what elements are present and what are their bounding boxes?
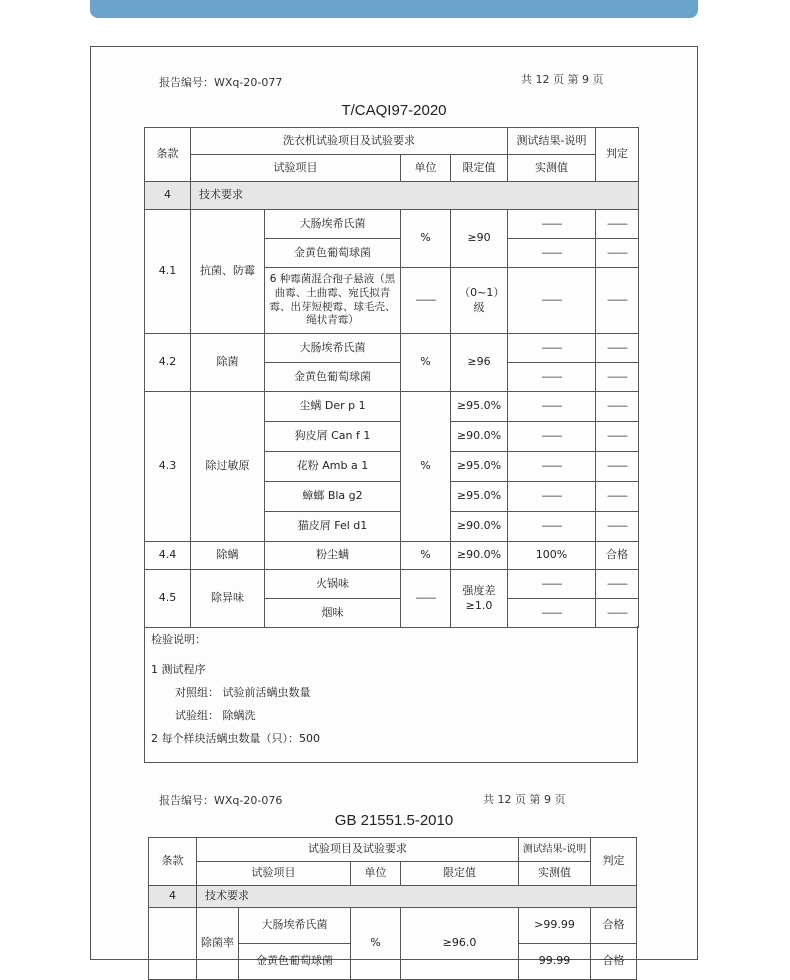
hdr-limit: 限定值 — [401, 862, 519, 886]
judge-dash: —— — [596, 570, 639, 599]
clause-4-1: 4.1 — [145, 210, 191, 334]
result-dash: —— — [508, 599, 596, 628]
item-amb-a1: 花粉 Amb a 1 — [265, 452, 401, 482]
unit-4-4: % — [401, 542, 451, 570]
limit-mold: （0~1）级 — [451, 268, 508, 334]
result-dash: —— — [508, 268, 596, 334]
hdr-clause: 条款 — [149, 838, 197, 886]
clause-4-3: 4.3 — [145, 392, 191, 542]
hdr-group: 试验项目及试验要求 — [197, 838, 519, 862]
report-page — [90, 46, 698, 968]
item-hotpot-odor: 火锅味 — [265, 570, 401, 599]
report2-standard: GB 21551.5-2010 — [334, 812, 454, 829]
result-dash: —— — [508, 452, 596, 482]
hdr-result-group: 测试结果-说明 — [519, 838, 591, 862]
judge-dash: —— — [596, 482, 639, 512]
clause-4-2: 4.2 — [145, 334, 191, 392]
limit-4-4: ≥90.0% — [451, 542, 508, 570]
unit-mold: —— — [401, 268, 451, 334]
clause-4-4: 4.4 — [145, 542, 191, 570]
clause-empty — [149, 908, 197, 980]
judge-dash: —— — [596, 512, 639, 542]
notes-title: 检验说明： — [151, 633, 206, 646]
limit-4-5: 强度差≥1.0 — [451, 570, 508, 628]
judge-dash: —— — [596, 363, 639, 392]
hdr-judge: 判定 — [591, 838, 637, 886]
limit-can-f1: ≥90.0% — [451, 422, 508, 452]
judge-dash: —— — [596, 268, 639, 334]
report1-table — [144, 127, 639, 628]
section-name: 技术要求 — [197, 886, 637, 908]
item-ecoli: 大肠埃希氏菌 — [265, 210, 401, 239]
section-no: 4 — [149, 886, 197, 908]
limit-der-p1: ≥95.0% — [451, 392, 508, 422]
report1-standard: T/CAQI97-2020 — [341, 102, 447, 119]
clause-name: 除菌率 — [197, 908, 239, 980]
hdr-judge: 判定 — [596, 128, 639, 182]
limit-4-2: ≥96 — [451, 334, 508, 392]
result-dash: —— — [508, 334, 596, 363]
report1-number: 报告编号：WXq-20-077 — [159, 76, 283, 89]
result-dash: —— — [508, 239, 596, 268]
result-4-4: 100% — [508, 542, 596, 570]
clause-4-1-name: 抗菌、防霉 — [191, 210, 265, 334]
report2-number: 报告编号：WXq-20-076 — [159, 794, 283, 807]
unit-4-1: % — [401, 210, 451, 268]
hdr-unit: 单位 — [351, 862, 401, 886]
result-staph: 99.99 — [519, 944, 591, 980]
judge-dash: —— — [596, 239, 639, 268]
clause-4-5-name: 除异味 — [191, 570, 265, 628]
hdr-measured: 实测值 — [508, 155, 596, 182]
judge-dash: —— — [596, 422, 639, 452]
result-dash: —— — [508, 363, 596, 392]
hdr-result-group: 测试结果-说明 — [508, 128, 596, 155]
unit: % — [351, 908, 401, 980]
clause-4-2-name: 除菌 — [191, 334, 265, 392]
hdr-limit: 限定值 — [451, 155, 508, 182]
result-dash: —— — [508, 392, 596, 422]
judge-dash: —— — [596, 452, 639, 482]
item-mold: 6 种霉菌混合孢子悬液（黑曲霉、土曲霉、宛氏拟青霉、出芽短梗霉、球毛壳、绳状青霉） — [265, 268, 401, 334]
limit-bla-g2: ≥95.0% — [451, 482, 508, 512]
judge-staph: 合格 — [591, 944, 637, 980]
judge-dash: —— — [596, 392, 639, 422]
judge-dash: —— — [596, 334, 639, 363]
hdr-measured: 实测值 — [519, 862, 591, 886]
item-der-p1: 尘螨 Der p 1 — [265, 392, 401, 422]
judge-dash: —— — [596, 599, 639, 628]
hdr-group: 洗衣机试验项目及试验要求 — [191, 128, 508, 155]
limit-fel-d1: ≥90.0% — [451, 512, 508, 542]
item-smoke-odor: 烟味 — [265, 599, 401, 628]
result-dash: —— — [508, 482, 596, 512]
item-ecoli: 大肠埃希氏菌 — [265, 334, 401, 363]
result-dash: —— — [508, 570, 596, 599]
item-staph: 金黄色葡萄球菌 — [265, 363, 401, 392]
judge-4-4: 合格 — [596, 542, 639, 570]
section-no: 4 — [145, 182, 191, 210]
item-staph: 金黄色葡萄球菌 — [239, 944, 351, 980]
item-dust-mite: 粉尘螨 — [265, 542, 401, 570]
hdr-test-item: 试验项目 — [197, 862, 351, 886]
notes-item-2: 2 每个样块活螨虫数量（只）：500 — [151, 732, 320, 745]
hdr-test-item: 试验项目 — [191, 155, 401, 182]
unit-4-3: % — [401, 392, 451, 542]
judge-ecoli: 合格 — [591, 908, 637, 944]
item-staph: 金黄色葡萄球菌 — [265, 239, 401, 268]
section-name: 技术要求 — [191, 182, 639, 210]
item-fel-d1: 猫皮屑 Fel d1 — [265, 512, 401, 542]
notes-item-1a: 对照组： 试验前活螨虫数量 — [175, 686, 311, 699]
clause-4-3-name: 除过敏原 — [191, 392, 265, 542]
unit-4-5: —— — [401, 570, 451, 628]
item-can-f1: 狗皮屑 Can f 1 — [265, 422, 401, 452]
clause-4-4-name: 除螨 — [191, 542, 265, 570]
limit-4-1: ≥90 — [451, 210, 508, 268]
result-dash: —— — [508, 512, 596, 542]
result-dash: —— — [508, 210, 596, 239]
limit-amb-a1: ≥95.0% — [451, 452, 508, 482]
limit: ≥96.0 — [401, 908, 519, 980]
top-banner — [90, 0, 698, 18]
result-ecoli: >99.99 — [519, 908, 591, 944]
report1-page: 共 12 页 第 9 页 — [521, 73, 604, 86]
unit-4-2: % — [401, 334, 451, 392]
result-dash: —— — [508, 422, 596, 452]
item-ecoli: 大肠埃希氏菌 — [239, 908, 351, 944]
notes-item-1: 1 测试程序 — [151, 663, 206, 676]
report1-notes — [144, 626, 638, 763]
judge-dash: —— — [596, 210, 639, 239]
hdr-clause: 条款 — [145, 128, 191, 182]
item-bla-g2: 蟑螂 Bla g2 — [265, 482, 401, 512]
clause-4-5: 4.5 — [145, 570, 191, 628]
report2-table — [148, 837, 637, 980]
hdr-unit: 单位 — [401, 155, 451, 182]
notes-item-1b: 试验组： 除螨洗 — [175, 709, 256, 722]
report2-page: 共 12 页 第 9 页 — [483, 793, 566, 806]
